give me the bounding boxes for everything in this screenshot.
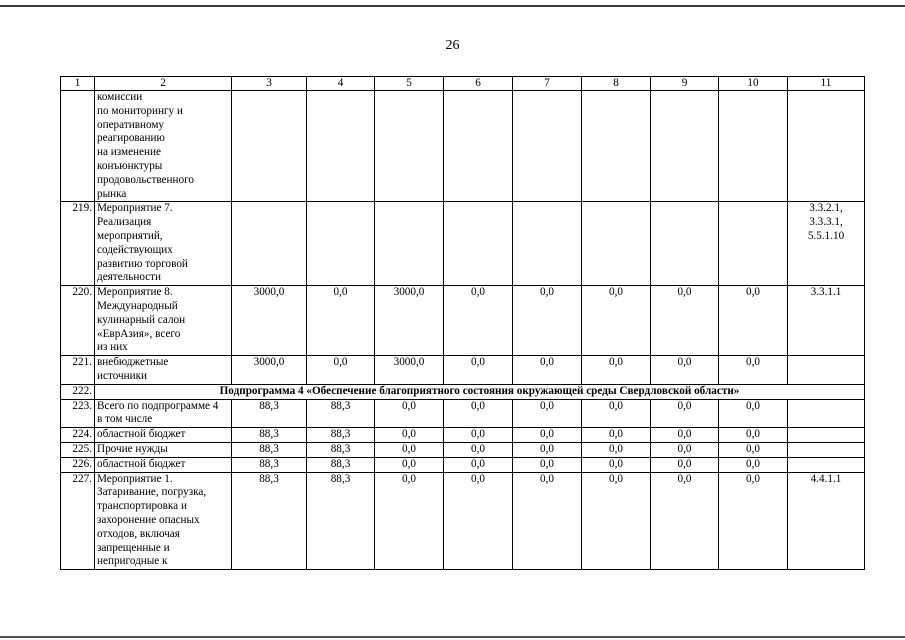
- value-cell: 0,0: [444, 356, 513, 385]
- value-cell: [375, 91, 444, 202]
- value-cell: 0,0: [719, 457, 788, 472]
- header-cell: 2: [95, 77, 232, 91]
- value-cell: 0,0: [307, 356, 375, 385]
- value-cell: 0,0: [513, 399, 582, 428]
- target-code-cell: [788, 428, 865, 443]
- value-cell: 0,0: [651, 428, 719, 443]
- value-cell: 0,0: [651, 457, 719, 472]
- value-cell: 0,0: [375, 442, 444, 457]
- row-number: [61, 91, 95, 202]
- item-name: [95, 457, 232, 472]
- value-cell: 0,0: [513, 286, 582, 356]
- value-cell: [232, 91, 307, 202]
- header-cell: 4: [307, 77, 375, 91]
- row-number: 225.: [61, 442, 95, 457]
- item-name-line: рынка: [97, 187, 127, 200]
- value-cell: 0,0: [582, 472, 651, 570]
- header-cell: 10: [719, 77, 788, 91]
- row-number: 219.: [61, 202, 95, 286]
- item-name-line: транспортировка и: [97, 500, 187, 513]
- item-name-line: отходов, включая: [97, 527, 180, 540]
- target-code-cell: [788, 399, 865, 428]
- item-name: [95, 428, 232, 443]
- value-cell: 0,0: [375, 457, 444, 472]
- header-cell: 7: [513, 77, 582, 91]
- table-row: [61, 399, 865, 428]
- item-name-line: по мониторингу и: [97, 104, 183, 117]
- target-code-cell: [788, 286, 865, 356]
- table-row: [61, 202, 865, 286]
- header-cell: 11: [788, 77, 865, 91]
- item-name: [95, 202, 232, 286]
- value-cell: 0,0: [375, 428, 444, 443]
- value-cell: 88,3: [307, 472, 375, 570]
- scan-edge-bottom: [0, 636, 905, 638]
- header-cell: 6: [444, 77, 513, 91]
- value-cell: 88,3: [232, 457, 307, 472]
- value-cell: 0,0: [651, 356, 719, 385]
- value-cell: [513, 202, 582, 286]
- target-code: 3.3.3.1,: [809, 216, 843, 229]
- value-cell: [444, 91, 513, 202]
- item-name-line: захоронение опасных: [97, 513, 200, 526]
- value-cell: [375, 202, 444, 286]
- table-row: [61, 457, 865, 472]
- value-cell: 0,0: [582, 442, 651, 457]
- value-cell: 88,3: [307, 428, 375, 443]
- value-cell: 3000,0: [375, 286, 444, 356]
- value-cell: 0,0: [444, 399, 513, 428]
- item-name: [95, 356, 232, 385]
- item-name: [95, 399, 232, 428]
- value-cell: 0,0: [582, 286, 651, 356]
- value-cell: 0,0: [719, 428, 788, 443]
- table-body: [61, 77, 865, 570]
- value-cell: [719, 202, 788, 286]
- value-cell: 0,0: [444, 428, 513, 443]
- item-name-line: реагированию: [97, 132, 165, 145]
- target-code-cell: [788, 356, 865, 385]
- table-row: [61, 472, 865, 570]
- table-row: [61, 428, 865, 443]
- value-cell: 0,0: [444, 457, 513, 472]
- target-code: 3.3.1.1: [810, 286, 842, 299]
- item-name: [95, 286, 232, 356]
- table-row: [61, 356, 865, 385]
- item-name-line: из них: [97, 341, 128, 354]
- header-cell: 1: [61, 77, 95, 91]
- value-cell: [307, 202, 375, 286]
- value-cell: 0,0: [444, 442, 513, 457]
- item-name-line: Мероприятие 7.: [97, 202, 173, 215]
- header-cell: 5: [375, 77, 444, 91]
- value-cell: [513, 91, 582, 202]
- value-cell: 88,3: [307, 457, 375, 472]
- value-cell: 88,3: [307, 399, 375, 428]
- target-code: 4.4.1.1: [810, 472, 842, 485]
- item-name-line: Мероприятие 8.: [97, 286, 173, 299]
- value-cell: 0,0: [582, 457, 651, 472]
- target-code-cell: [788, 472, 865, 570]
- row-number: 221.: [61, 356, 95, 385]
- row-number: 222.: [61, 384, 95, 399]
- item-name-line: Мероприятие 1.: [97, 472, 173, 485]
- item-name-line: Международный: [97, 299, 178, 312]
- item-name: [95, 442, 232, 457]
- value-cell: [719, 91, 788, 202]
- value-cell: 0,0: [375, 399, 444, 428]
- value-cell: 0,0: [651, 399, 719, 428]
- value-cell: 0,0: [651, 472, 719, 570]
- value-cell: 0,0: [513, 356, 582, 385]
- value-cell: 88,3: [232, 399, 307, 428]
- value-cell: 3000,0: [375, 356, 444, 385]
- scan-edge-top: [0, 5, 905, 7]
- value-cell: 0,0: [444, 472, 513, 570]
- item-name-line: Всего по подпрограмме 4: [97, 399, 219, 412]
- value-cell: [651, 91, 719, 202]
- header-cell: 9: [651, 77, 719, 91]
- program-table: [60, 76, 865, 570]
- table-row: [61, 442, 865, 457]
- target-code-cell: [788, 91, 865, 202]
- value-cell: 88,3: [307, 442, 375, 457]
- row-number: 226.: [61, 457, 95, 472]
- item-name-line: деятельности: [97, 271, 162, 284]
- value-cell: 0,0: [719, 356, 788, 385]
- item-name-line: Прочие нужды: [97, 442, 168, 455]
- value-cell: 0,0: [444, 286, 513, 356]
- row-number: 220.: [61, 286, 95, 356]
- item-name-line: содействующих: [97, 243, 173, 256]
- value-cell: 3000,0: [232, 286, 307, 356]
- value-cell: 88,3: [232, 472, 307, 570]
- item-name-line: оперативному: [97, 118, 165, 131]
- value-cell: 0,0: [513, 428, 582, 443]
- value-cell: 88,3: [232, 442, 307, 457]
- value-cell: [582, 202, 651, 286]
- value-cell: 0,0: [582, 356, 651, 385]
- value-cell: 0,0: [719, 399, 788, 428]
- table-row: [61, 286, 865, 356]
- item-name-line: на изменение: [97, 146, 161, 159]
- header-cell: 8: [582, 77, 651, 91]
- item-name-line: Затаривание, погрузка,: [97, 486, 207, 499]
- item-name-line: областной бюджет: [97, 457, 186, 470]
- item-name-line: внебюджетные: [97, 356, 169, 369]
- item-name-line: мероприятий,: [97, 229, 163, 242]
- target-code-cell: [788, 457, 865, 472]
- value-cell: 0,0: [582, 428, 651, 443]
- item-name-line: запрещенные и: [97, 541, 170, 554]
- value-cell: 0,0: [307, 286, 375, 356]
- value-cell: [444, 202, 513, 286]
- row-number: 227.: [61, 472, 95, 570]
- value-cell: 0,0: [582, 399, 651, 428]
- item-name: [95, 91, 232, 202]
- item-name-line: источники: [97, 369, 148, 382]
- target-code: 5.5.1.10: [807, 229, 845, 242]
- item-name-line: непригодные к: [97, 555, 168, 568]
- item-name-line: комиссии: [97, 91, 143, 103]
- item-name-line: кулинарный салон: [97, 313, 186, 326]
- item-name-line: продовольственного: [97, 173, 194, 186]
- value-cell: 0,0: [719, 472, 788, 570]
- value-cell: [582, 91, 651, 202]
- value-cell: 0,0: [513, 457, 582, 472]
- item-name-line: развитию торговой: [97, 257, 188, 270]
- value-cell: 0,0: [719, 286, 788, 356]
- item-name-line: конъюнктуры: [97, 159, 163, 172]
- value-cell: 0,0: [513, 472, 582, 570]
- row-number: 223.: [61, 399, 95, 428]
- item-name-line: Реализация: [97, 216, 152, 229]
- target-code-cell: [788, 202, 865, 286]
- header-cell: 3: [232, 77, 307, 91]
- value-cell: [307, 91, 375, 202]
- table-row: [61, 91, 865, 202]
- value-cell: [651, 202, 719, 286]
- item-name: [95, 472, 232, 570]
- page-number: 26: [445, 38, 460, 53]
- target-code-cell: [788, 442, 865, 457]
- value-cell: 0,0: [651, 442, 719, 457]
- value-cell: 88,3: [232, 428, 307, 443]
- value-cell: 0,0: [651, 286, 719, 356]
- value-cell: [232, 202, 307, 286]
- subprogram-title: Подпрограмма 4 «Обеспечение благоприятного состояния окружающей среды Свердловской области»: [95, 384, 865, 399]
- value-cell: 0,0: [375, 472, 444, 570]
- value-cell: 0,0: [513, 442, 582, 457]
- table-row: [61, 384, 865, 399]
- item-name-line: «ЕврАзия», всего: [97, 327, 181, 340]
- item-name-line: областной бюджет: [97, 428, 186, 441]
- value-cell: 0,0: [719, 442, 788, 457]
- value-cell: 3000,0: [232, 356, 307, 385]
- target-code: 3.3.2.1,: [809, 202, 843, 215]
- item-name-line: в том числе: [97, 413, 153, 426]
- header-row: [61, 77, 865, 91]
- row-number: 224.: [61, 428, 95, 443]
